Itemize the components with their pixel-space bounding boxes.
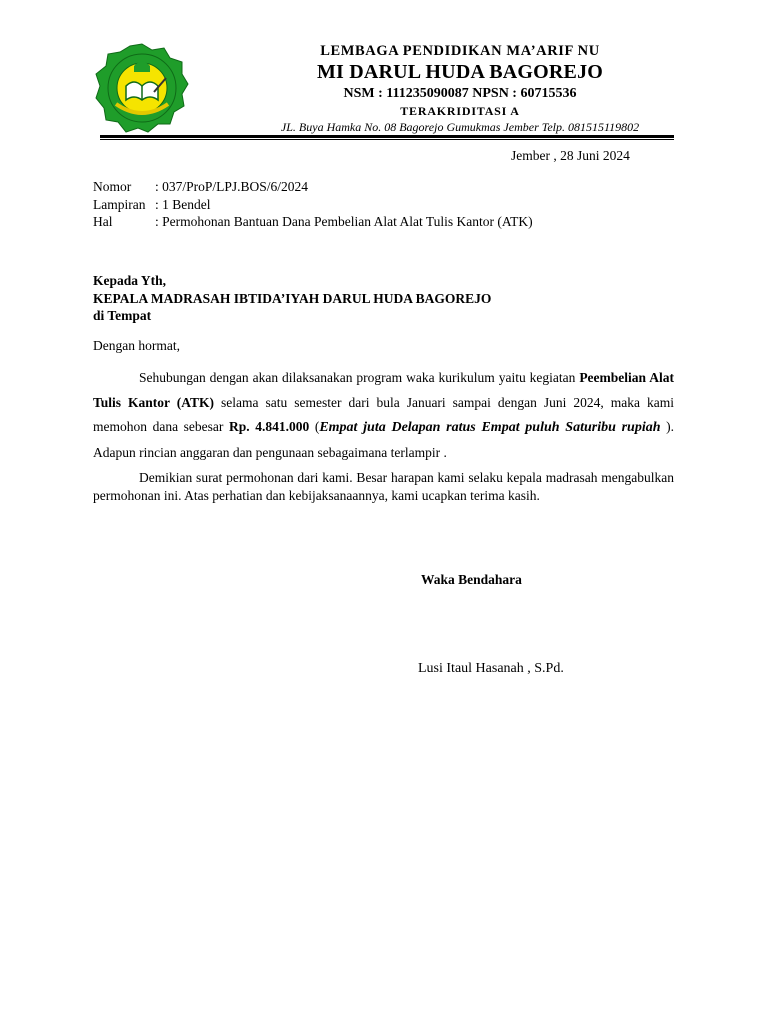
paragraph-text: selama satu semester dari bula Januari sampai dengan Juni 2024, maka kami memohon dana sebesar	[93, 394, 674, 434]
recipient-block	[93, 272, 491, 325]
school-ids: NSM : 111235090087 NPSN : 60715536	[343, 86, 577, 101]
paragraph-text: Sehubungan dengan akan dilaksanakan program waka kurikulum yaitu kegiatan	[139, 370, 580, 385]
recipient-place: di Tempat	[93, 308, 152, 323]
institution-name: LEMBAGA PENDIDIKAN MA’ARIF NU	[320, 43, 600, 59]
signature-name: Lusi Itaul Hasanah , S.Pd.	[418, 661, 564, 676]
activity-name: Peembelian Alat Tulis Kantor (ATK)	[93, 370, 674, 410]
amount-words: Empat juta Delapan ratus Empat puluh Saturibu rupiah	[319, 420, 661, 435]
letterhead	[200, 42, 720, 135]
greeting: Dengan hormat,	[93, 338, 180, 353]
signature-title: Waka Bendahara	[421, 572, 522, 587]
recipient-salutation: Kepada Yth,	[93, 273, 167, 288]
meta-row-subject	[93, 213, 533, 231]
meta-label: Lampiran	[93, 196, 146, 212]
meta-value: : Permohonan Bantuan Dana Pembelian Alat Alat Tulis Kantor (ATK)	[155, 214, 533, 229]
meta-value: : 1 Bendel	[155, 196, 211, 212]
letter-meta	[93, 178, 533, 231]
body-paragraph-1	[93, 366, 674, 465]
paragraph-text: ). Adapun rincian anggaran dan pengunaan sebagaimana terlampir .	[93, 419, 674, 460]
meta-label: Hal	[93, 214, 113, 229]
body-paragraph-2: Demikian surat permohonan dari kami. Besar harapan kami selaku kepala madrasah mengabulkan permohonan ini. Atas perhatian dan kebijaksanaannya, kami ucapkan terima kasih.	[93, 470, 674, 503]
school-name: MI DARUL HUDA BAGOREJO	[316, 61, 604, 83]
recipient-title: KEPALA MADRASAH IBTIDA’IYAH DARUL HUDA BAGOREJO	[93, 290, 492, 306]
letter-body	[93, 366, 674, 505]
meta-label: Nomor	[93, 179, 132, 194]
meta-value: : 037/ProP/LPJ.BOS/6/2024	[155, 179, 309, 194]
meta-row-attachment	[93, 196, 533, 214]
school-emblem-icon	[94, 42, 190, 134]
paragraph-text: (	[309, 419, 320, 434]
school-address: JL. Buya Hamka No. 08 Bagorejo Gumukmas Jember Telp. 081515119802	[280, 120, 640, 134]
amount-figure: Rp. 4.841.000	[229, 419, 310, 434]
meta-row-number	[93, 178, 533, 196]
letterhead-divider-thin	[100, 139, 674, 140]
letterhead-divider-thick	[100, 135, 674, 138]
accreditation: TERAKRIDITASI A	[400, 104, 520, 118]
letter-date: Jember , 28 Juni 2024	[511, 148, 630, 163]
